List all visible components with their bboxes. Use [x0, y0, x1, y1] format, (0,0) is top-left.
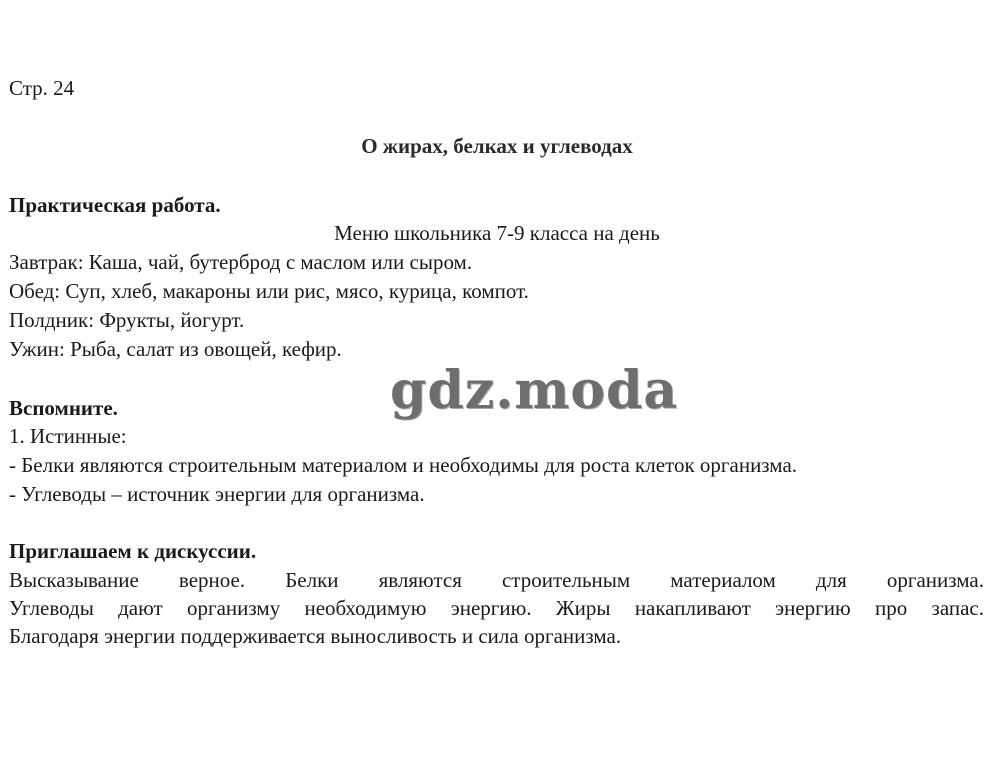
- document-title: О жирах, белках и углеводах: [361, 134, 633, 158]
- menu-lunch: Обед: Суп, хлеб, макароны или рис, мясо, курица, компот.: [9, 279, 529, 303]
- discussion-line-2-text: Углеводы дают организму необходимую энергию. Жиры накапливают энергию про запас.: [9, 596, 984, 620]
- watermark-logo: gdz.moda: [390, 360, 679, 421]
- practical-heading: Практическая работа.: [9, 193, 221, 217]
- remember-heading: Вспомните.: [9, 396, 118, 420]
- menu-dinner: Ужин: Рыба, салат из овощей, кефир.: [9, 337, 342, 361]
- remember-fact-1: - Белки являются строительным материалом и необходимы для роста клеток организма.: [9, 453, 798, 477]
- discussion-line-2: [9, 594, 984, 622]
- menu-breakfast: Завтрак: Каша, чай, бутерброд с маслом или сыром.: [9, 250, 473, 274]
- discussion-line-1: [9, 566, 984, 594]
- discussion-line-1-text: Высказывание верное. Белки являются строительным материалом для организма.: [9, 568, 984, 592]
- discussion-heading: Приглашаем к дискуссии.: [9, 539, 257, 563]
- remember-fact-2: - Углеводы – источник энергии для организма.: [9, 482, 425, 506]
- menu-snack: Полдник: Фрукты, йогурт.: [9, 308, 245, 332]
- discussion-line-3: Благодаря энергии поддерживается выносливость и сила организма.: [9, 624, 622, 648]
- menu-title: Меню школьника 7-9 класса на день: [334, 221, 660, 245]
- remember-item-1: 1. Истинные:: [9, 424, 127, 448]
- page-number: Стр. 24: [9, 76, 75, 100]
